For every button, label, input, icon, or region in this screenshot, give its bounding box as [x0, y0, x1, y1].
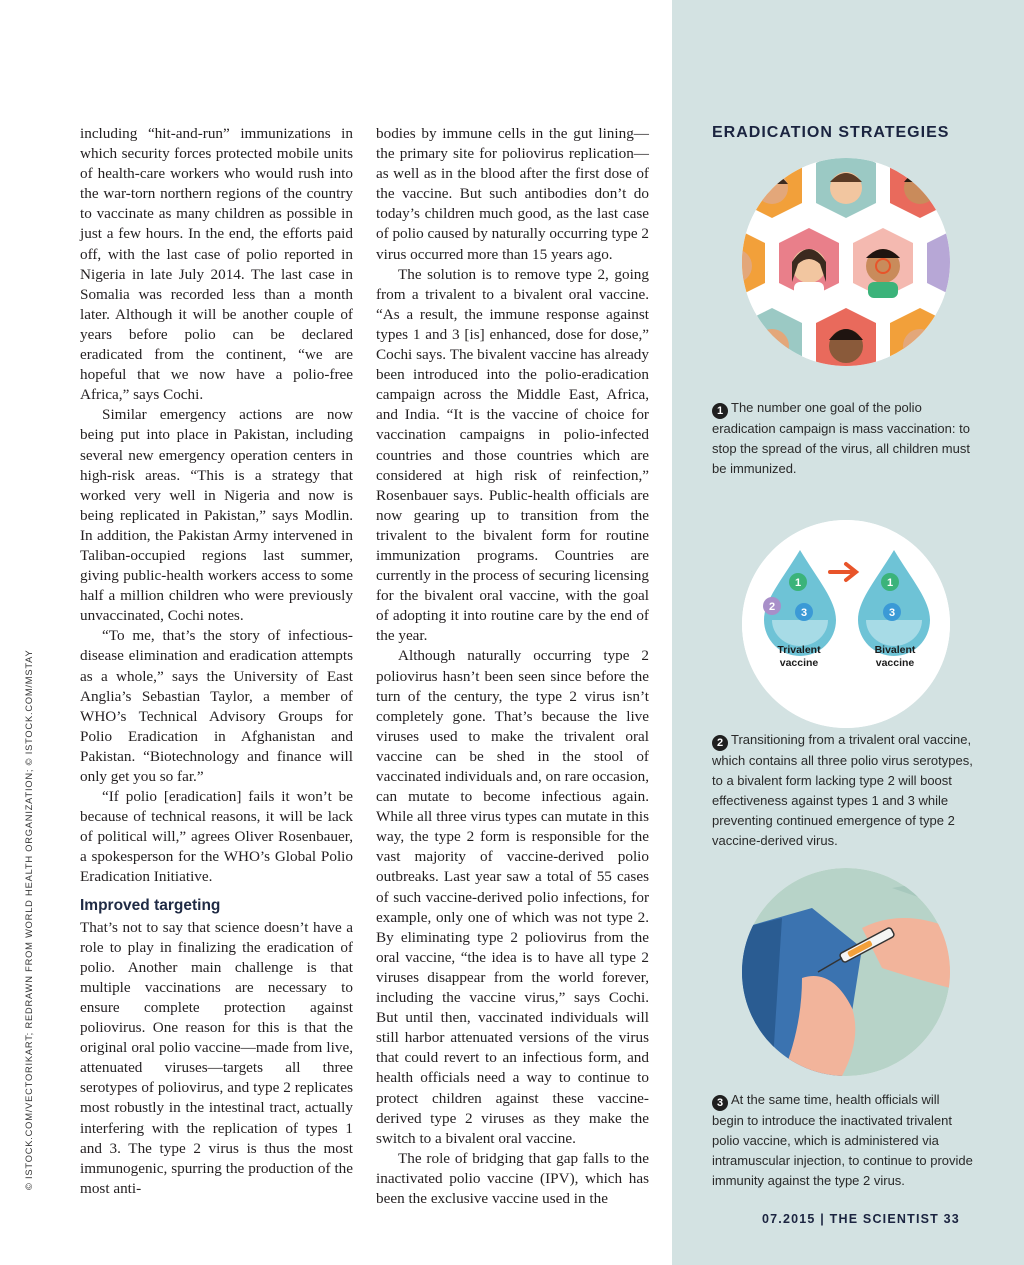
paragraph: “If polio [eradication] fails it won’t be because of technical reasons, it will be lack of political will,” agrees Oliver Rosenbauer, a spokesperson for the WHO’s Global Polio Eradication Initiative.	[80, 788, 353, 886]
virus-2-label: 2	[768, 601, 776, 613]
children-illustration	[742, 158, 950, 366]
step-number-badge: 2	[712, 735, 728, 751]
paragraph: “To me, that’s the story of infectious-disease elimination and eradication attempts as a whole,” says the University of East Anglia’s Sebastian Taylor, a member of WHO’s Technical Advisory Groups for Polio Eradication in Afghanistan and Pakistan. “Biotechnology and finance will only get you so far.”	[80, 627, 353, 785]
photo-credit: © ISTOCK.COM/VECTORIKART; REDRAWN FROM WORLD HEALTH ORGANIZATION; © ISTOCK.COM/MSTAY	[24, 649, 34, 1190]
step-1-text: The number one goal of the polio eradication campaign is mass vaccination: to stop the spread of the virus, all children must be immunized.	[712, 400, 970, 476]
virus-3-label: 3	[800, 607, 808, 619]
paragraph: The role of bridging that gap falls to the inactivated polio vaccine (IPV), which has been the exclusive vaccine used in the	[376, 1149, 649, 1207]
step-number-badge: 1	[712, 403, 728, 419]
paragraph: including “hit-and-run” immunizations in which security forces protected mobile units of health-care workers who would rush into the war-torn northern regions of the country to vaccinate as many children as possible in just a few hours. In the end, the efforts paid off, with the last case of polio reported in Nigeria in late July 2014. The last case in Somalia was recorded less than a month later. Although it will be another couple of years before polio can be declared eradicated from the continent, “we are hopeful that we now have a polio-free Africa,” says Cochi.	[80, 125, 353, 404]
step-1-caption	[712, 398, 974, 479]
syringe-injection-icon	[742, 868, 950, 1076]
paragraph: bodies by immune cells in the gut lining—the primary site for poliovirus replication—as well as in the blood after the first dose of the vaccine. But such antibodies don’t do today’s children much good, as the last case of polio caused by naturally occurring type 2 virus occurred more than 15 years ago.	[376, 125, 649, 263]
children-faces-icon	[742, 158, 950, 366]
bivalent-label: Bivalent vaccine	[874, 644, 916, 669]
step-number-badge: 3	[712, 1095, 728, 1111]
paragraph: Similar emergency actions are now being put into place in Pakistan, including several new emergency operation centers in high-risk areas. “This is a strategy that worked very well in Nigeria and now is being replicated in Pakistan,” says Modlin. In addition, the Pakistan Army intervened in Taliban-occupied regions last summer, giving public-health workers access to some half a million children who were previously unvaccinated, Cochi notes.	[80, 406, 353, 625]
step-2-text: Transitioning from a trivalent oral vaccine, which contains all three polio virus serotypes, to a bivalent form lacking type 2 will boost effectiveness against types 1 and 3 while preventing continued emergence of type 2 vaccine-derived virus.	[712, 732, 973, 848]
page-footer: 07.2015 | THE SCIENTIST 33	[762, 1212, 960, 1226]
section-heading: Improved targeting	[80, 896, 221, 914]
trivalent-label: Trivalent vaccine	[777, 644, 821, 669]
vaccine-transition-illustration	[742, 520, 950, 728]
sidebar-title: ERADICATION STRATEGIES	[712, 124, 950, 141]
paragraph: That’s not to say that science doesn’t have a role to play in finalizing the eradication of polio. Another main challenge is that multiple vaccinations are necessary to ensure complete protection against poliovirus. One reason for this is that the original oral polio vaccine—made from live, attenuated viruses—targets all three serotypes of poliovirus, and type 2 replicates most robustly in the intestinal tract, actually interfering with the replication of types 1 and 3. The type 2 virus is thus the most immunogenic, spurring the production of the most anti-	[80, 918, 353, 1197]
step-2-caption	[712, 730, 974, 851]
paragraph: Although naturally occurring type 2 poliovirus hasn’t been seen since before the turn of the century, the type 2 virus isn’t completely gone. That’s because the live viruses used to make the trivalent oral vaccine can be shed in the stool of vaccinated individuals and, on rare occasion, can mutate to become infectious again. While all three virus types can mutate in this way, the type 2 form is responsible for the vast majority of vaccine-derived polio outbreaks. Last year saw a total of 55 cases of such vaccine-derived polio infections, for example, only one of which was not type 2. By eliminating type 2 poliovirus from the oral vaccine, “the idea is to have all type 2 viruses disappear from the world forever, including the vaccine virus,” says Cochi. But until then, vaccinated individuals will still harbor attenuated versions of the virus that could revert to an infectious form, and health officials need a way to continue to protect children against these vaccine-derived type 2 viruses as they make the switch to a bivalent oral vaccine.	[376, 647, 649, 1147]
virus-1-label: 1	[794, 577, 802, 589]
injection-illustration	[742, 868, 950, 1076]
vaccine-drops-icon	[742, 520, 950, 728]
paragraph: The solution is to remove type 2, going from a trivalent to a bivalent oral vaccine. “As a result, the immune response against types 1 and 3 [is] enhanced, dose for dose,” Cochi says. The bivalent vaccine has already been introduced into the polio-eradication campaign across the Middle East, Africa, and India. “It is the vaccine of choice for vaccination campaigns in polio-infected countries and those countries which are considered at high risk of reinfection,” Rosenbauer says. Public-health officials are now gearing up to transition from the trivalent to the bivalent form for routine immunization programs. Countries are currently in the process of securing licensing for the bivalent oral vaccine, with the goal of adopting it into routine care by the end of the year.	[376, 265, 649, 645]
step-3-caption	[712, 1090, 974, 1191]
article-column-2	[376, 124, 649, 1209]
article-column-1	[80, 124, 353, 1199]
sidebar-infographic	[672, 0, 1024, 1265]
virus-1-label: 1	[886, 577, 894, 589]
step-3-text: At the same time, health officials will begin to introduce the inactivated trivalent polio vaccine, which is administered via intramuscular injection, to continue to provide immunity against the type 2 virus.	[712, 1092, 973, 1188]
virus-3-label: 3	[888, 607, 896, 619]
